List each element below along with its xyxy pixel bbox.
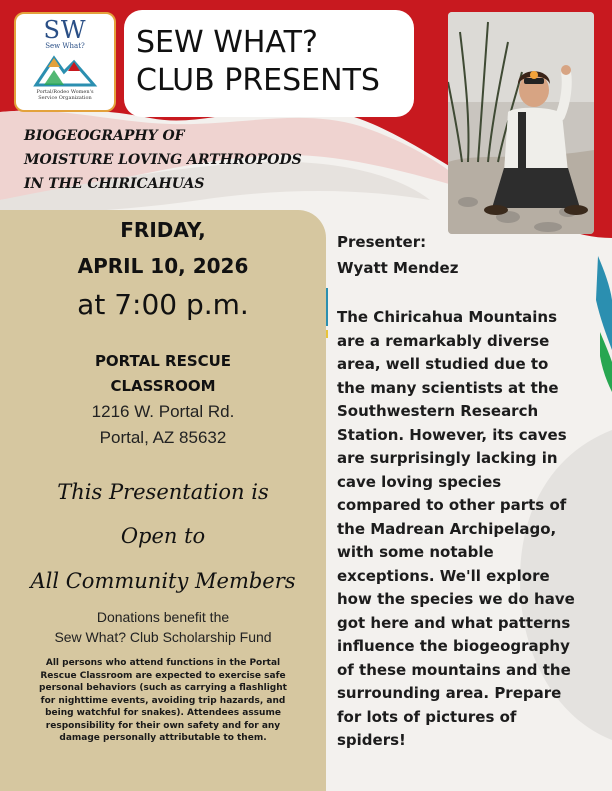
disclaimer-line: personal behaviors (such as carrying a flashlight [39,683,287,693]
subtitle-line3: IN THE CHIRICAHUAS [24,176,205,192]
description-line: The Chiricahua Mountains [337,308,558,326]
description-line: cave loving species [337,472,502,491]
description-line: Station. However, its caves [337,425,567,444]
presenter-label: Presenter: [337,233,427,251]
logo-org-line2: Service Organization [38,95,92,101]
description-line: the many scientists at the [337,378,559,397]
subtitle-line2: MOISTURE LOVING ARTHROPODS [24,152,302,168]
presenter-photo [448,12,594,234]
disclaimer [20,657,306,745]
description-line: spiders! [337,731,406,749]
description-line: are surprisingly lacking in [337,449,558,467]
logo-org-line1: Portal/Rodeo Women's [36,89,94,95]
title-line1: SEW WHAT? [136,25,318,60]
subtitle [24,124,424,196]
logo [14,12,116,112]
description-line: are a remarkably diverse [337,331,550,350]
event-day: FRIDAY, [120,218,206,242]
description-line: area, well studied due to [337,355,549,373]
description-line: of these mountains and the [337,660,571,679]
open-line2: Open to [120,524,206,548]
donations-line2: Sew What? Club Scholarship Fund [54,629,272,645]
open-line1: This Presentation is [57,480,269,504]
venue-line2: CLASSROOM [110,377,216,395]
presenter-block [337,229,607,281]
disclaimer-line: for nighttime events, avoiding trip hazards, and [40,695,286,706]
description-line: the Madrean Archipelago, [337,519,557,538]
mountain-icon [30,52,100,88]
venue-line1: PORTAL RESCUE [94,352,232,370]
address-line2: Portal, AZ 85632 [99,428,227,447]
logo-initials: SW [43,16,87,44]
presentation-description [337,306,601,753]
title-box [124,10,414,117]
disclaimer-line: responsibility for their own safety and for any [45,720,281,731]
address-line1: 1216 W. Portal Rd. [91,402,235,421]
title-line2: CLUB PRESENTS [136,63,380,98]
disclaimer-line: All persons who attend functions in the Portal [45,658,281,668]
donations-line1: Donations benefit the [96,609,230,625]
event-time: at 7:00 p.m. [77,288,249,321]
logo-name: Sew What? [45,42,85,50]
description-line: how the species we do have [337,590,575,608]
disclaimer-line: Rescue Classroom are expected to exercise safe [40,670,286,681]
description-line: got here and what patterns [337,613,571,632]
event-date: APRIL 10, 2026 [77,254,249,278]
open-line3: All Community Members [30,569,296,593]
description-line: compared to other parts of [337,496,567,514]
description-line: exceptions. We'll explore [337,566,550,585]
disclaimer-line: damage personally attributable to them. [59,733,267,743]
presenter-photo-illustration [448,12,594,234]
description-line: surrounding area. Prepare [337,684,562,702]
disclaimer-line: being watchful for snakes). Attendees assume [45,708,281,718]
subtitle-line1: BIOGEOGRAPHY OF [24,128,185,144]
presenter-name: Wyatt Mendez [337,259,459,277]
description-line: for lots of pictures of [337,707,517,726]
description-line: Southwestern Research [337,402,539,420]
description-line: influence the biogeography [337,637,570,655]
description-line: with some notable [337,543,494,561]
